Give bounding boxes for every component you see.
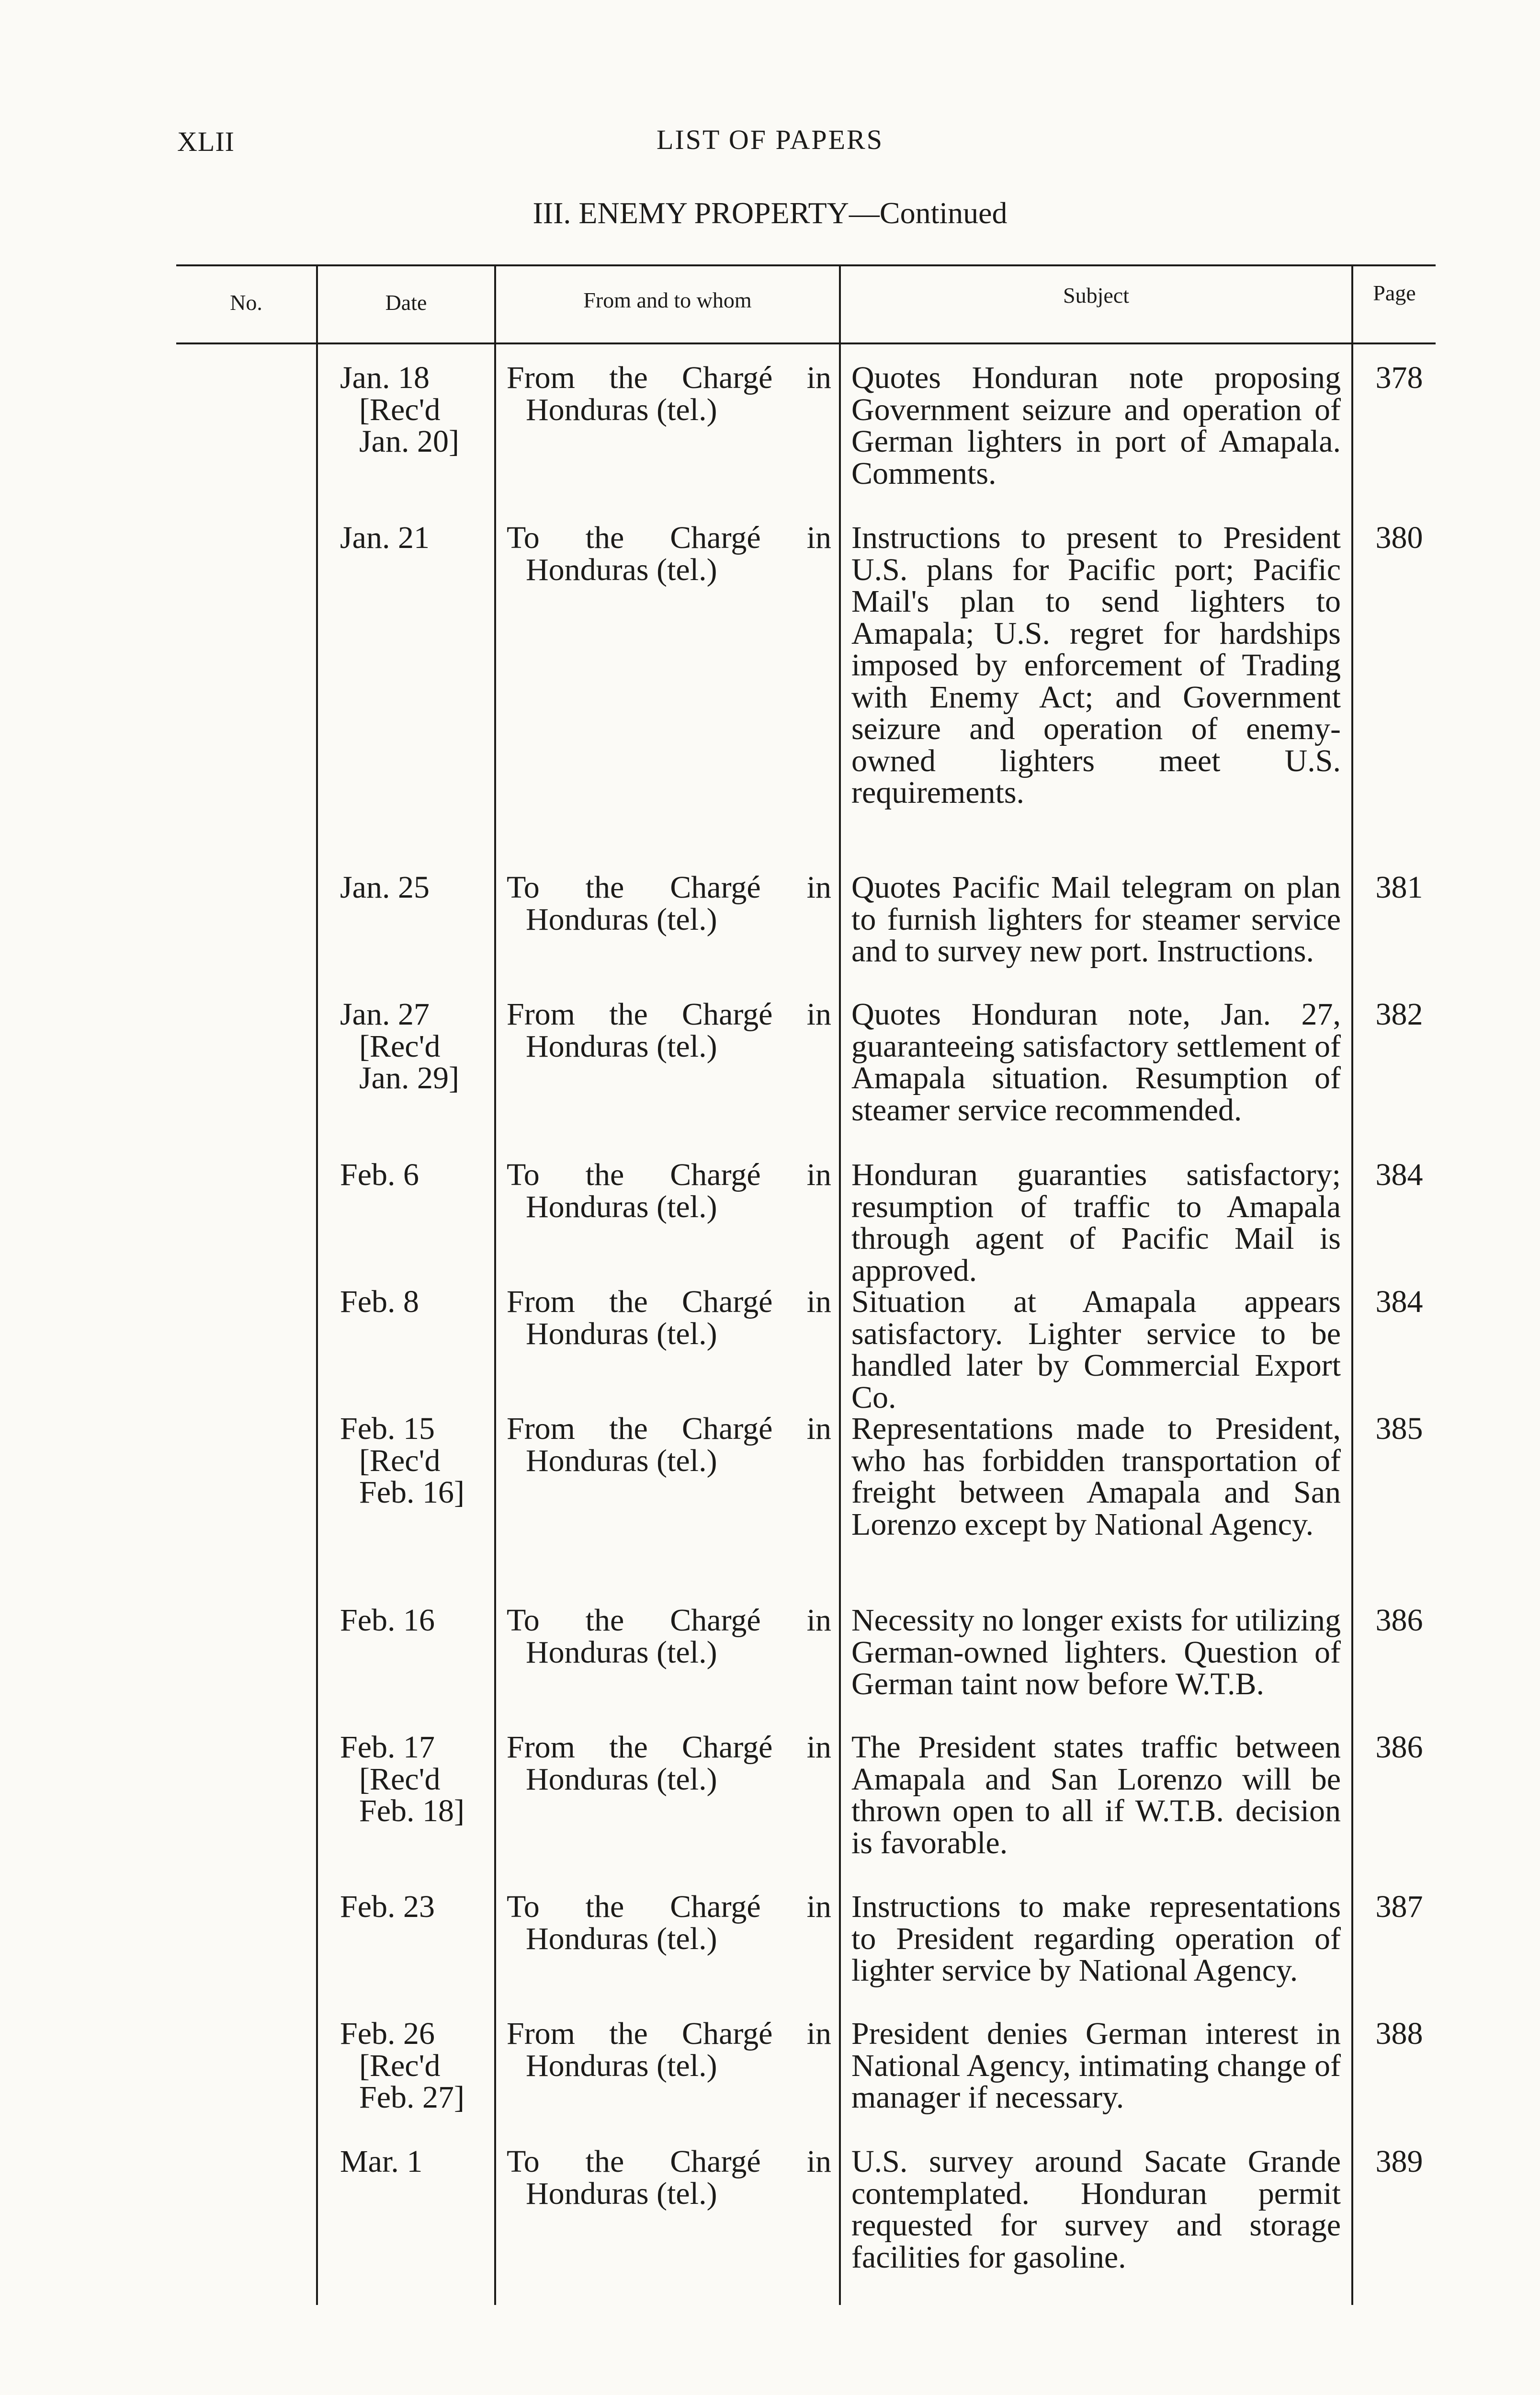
date-cell: Jan. 18 [Rec'd Jan. 20] <box>340 360 459 459</box>
subject-cell: Instructions to present to President U.S. plans for Pacific port; Pacific Mail's plan to send lighters to Amapala; U.S. regret for hardships imposed by enforcement of Trading with Enemy Act; and Government seizure and operation of enemy-owned lighters meet U.S. requirements. <box>851 520 1341 810</box>
table-top-rule <box>176 264 1436 266</box>
column-divider-2 <box>494 264 496 2305</box>
subject-cell: Representations made to President, who has forbidden transportation of freight between Amapala and San Lorenzo except by National Agency. <box>851 1411 1341 1542</box>
column-header-page: Page <box>1373 281 1416 305</box>
page-cell: 381 <box>1375 870 1423 905</box>
subject-cell: Quotes Honduran note, Jan. 27, guaranteeing satisfactory settlement of Amapala situation. Resumption of steamer service recommended. <box>851 997 1341 1128</box>
subject-cell: Instructions to make representations to President regarding operation of lighter service by National Agency. <box>851 1889 1341 1988</box>
column-header-date: Date <box>385 290 427 315</box>
subject-cell: Situation at Amapala appears satisfactory. Lighter service to be handled later by Commercial Export Co. <box>851 1284 1341 1415</box>
page-cell: 386 <box>1375 1730 1423 1765</box>
from-to-cell: From the Chargé in Honduras (tel.) <box>507 1730 831 1797</box>
subject-cell: Quotes Honduran note proposing Government seizure and operation of German lighters in port of Amapala. Comments. <box>851 360 1341 491</box>
date-cell: Feb. 23 <box>340 1889 435 1924</box>
column-divider-3 <box>839 264 841 2305</box>
page-cell: 385 <box>1375 1411 1423 1446</box>
date-cell: Jan. 21 <box>340 520 430 555</box>
column-header-from: From and to whom <box>583 288 752 312</box>
from-to-cell: To the Chargé in Honduras (tel.) <box>507 1889 831 1956</box>
column-divider-4 <box>1351 264 1353 2305</box>
page-cell: 384 <box>1375 1157 1423 1192</box>
subject-cell: Necessity no longer exists for utilizing German-owned lighters. Question of German taint now before W.T.B. <box>851 1603 1341 1701</box>
from-to-cell: From the Chargé in Honduras (tel.) <box>507 360 831 427</box>
date-cell: Feb. 15 [Rec'd Feb. 16] <box>340 1411 464 1510</box>
page-cell: 384 <box>1375 1284 1423 1319</box>
from-to-cell: To the Chargé in Honduras (tel.) <box>507 2144 831 2211</box>
column-header-subject: Subject <box>1063 283 1129 308</box>
section-heading: III. ENEMY PROPERTY—Continued <box>532 196 1008 230</box>
from-to-cell: To the Chargé in Honduras (tel.) <box>507 1603 831 1670</box>
from-to-cell: To the Chargé in Honduras (tel.) <box>507 1157 831 1224</box>
date-cell: Feb. 26 [Rec'd Feb. 27] <box>340 2016 464 2115</box>
column-header-no: No. <box>230 290 262 315</box>
subject-cell: President denies German interest in National Agency, intimating change of manager if necessary. <box>851 2016 1341 2115</box>
page-cell: 389 <box>1375 2144 1423 2179</box>
page-cell: 378 <box>1375 360 1423 395</box>
page-cell: 380 <box>1375 520 1423 555</box>
column-divider-1 <box>316 264 318 2305</box>
page-cell: 388 <box>1375 2016 1423 2051</box>
date-cell: Feb. 17 [Rec'd Feb. 18] <box>340 1730 464 1828</box>
subject-cell: Honduran guaranties satisfactory; resumption of traffic to Amapala through agent of Pacific Mail is approved. <box>851 1157 1341 1288</box>
page-cell: 386 <box>1375 1603 1423 1638</box>
page-number: XLII <box>177 126 235 157</box>
date-cell: Mar. 1 <box>340 2144 423 2179</box>
date-cell: Jan. 27 [Rec'd Jan. 29] <box>340 997 459 1095</box>
running-title: LIST OF PAPERS <box>657 124 883 155</box>
page-cell: 387 <box>1375 1889 1423 1924</box>
date-cell: Jan. 25 <box>340 870 430 905</box>
from-to-cell: From the Chargé in Honduras (tel.) <box>507 2016 831 2083</box>
date-cell: Feb. 16 <box>340 1603 435 1638</box>
from-to-cell: From the Chargé in Honduras (tel.) <box>507 1411 831 1478</box>
table-header-rule <box>176 342 1436 344</box>
from-to-cell: From the Chargé in Honduras (tel.) <box>507 1284 831 1351</box>
page-cell: 382 <box>1375 997 1423 1032</box>
subject-cell: Quotes Pacific Mail telegram on plan to furnish lighters for steamer service and to survey new port. Instructions. <box>851 870 1341 969</box>
from-to-cell: From the Chargé in Honduras (tel.) <box>507 997 831 1064</box>
from-to-cell: To the Chargé in Honduras (tel.) <box>507 870 831 937</box>
from-to-cell: To the Chargé in Honduras (tel.) <box>507 520 831 587</box>
subject-cell: U.S. survey around Sacate Grande contemplated. Honduran permit requested for survey and storage facilities for gasoline. <box>851 2144 1341 2275</box>
date-cell: Feb. 6 <box>340 1157 419 1192</box>
date-cell: Feb. 8 <box>340 1284 419 1319</box>
subject-cell: The President states traffic between Amapala and San Lorenzo will be thrown open to all if W.T.B. decision is favorable. <box>851 1730 1341 1860</box>
